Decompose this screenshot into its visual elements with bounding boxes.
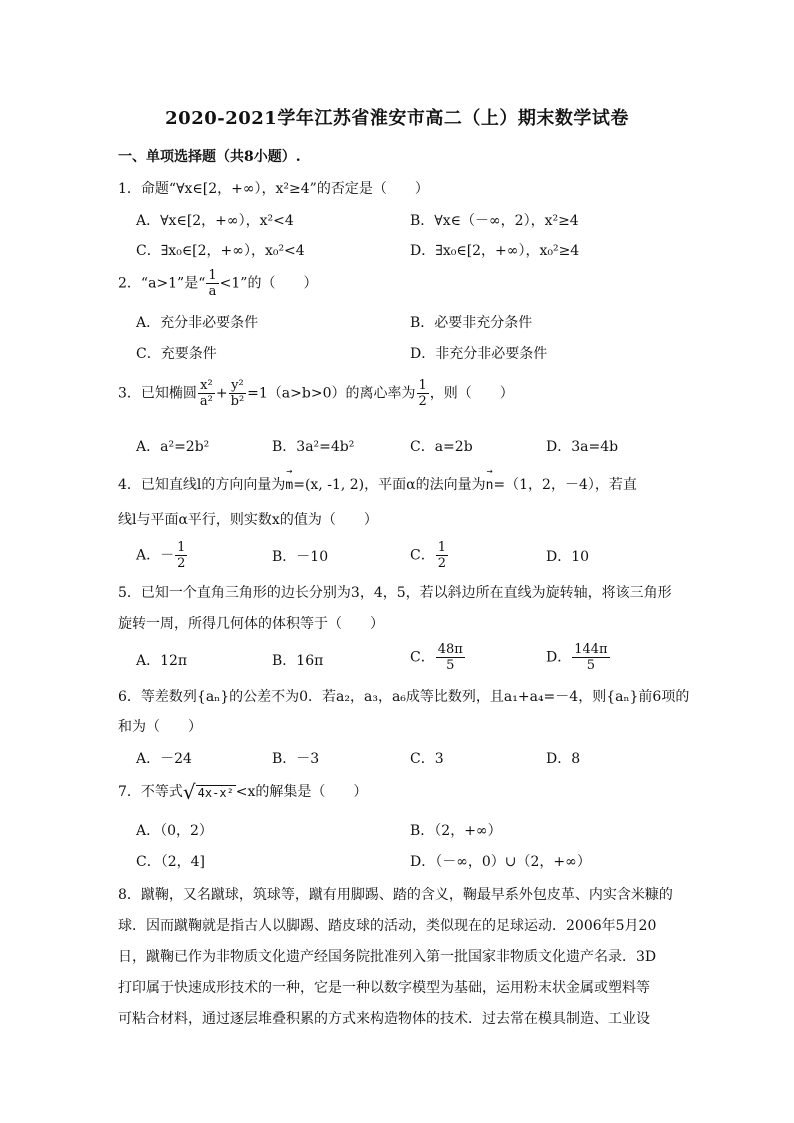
q3-frac-half-num: 1 [418, 378, 427, 393]
q2-option-d: D．非充分非必要条件 [410, 346, 548, 362]
q5-option-a: A．12π [136, 653, 188, 669]
q5-option-d-prefix: D． [546, 649, 572, 666]
q4-vector-m-label: m [285, 478, 294, 493]
q6-option-a: A．－24 [136, 751, 192, 767]
q3-stem-post: ，则（ ） [429, 385, 514, 402]
q3-fraction-half [417, 378, 429, 409]
q1-option-c: C．∃x₀∈[2，+∞），x₀²<4 [136, 243, 305, 259]
q2-stem-post: <1”的（ ） [219, 275, 318, 292]
q7-option-d: D．（－∞，0）∪（2，+∞） [410, 854, 591, 870]
q4-stem-line2: 线l与平面α平行，则实数x的值为（ ） [118, 512, 378, 528]
q8-line-1: 8．蹴鞠，又名蹴球，筑球等，蹴有用脚踢、踏的含义，鞠最早系外包皮革、内实含米糠的 [118, 887, 673, 903]
q1-option-b: B．∀x∈（－∞，2），x²≥4 [410, 213, 579, 229]
section-heading: 一、单项选择题（共8小题）. [118, 149, 301, 165]
q4-option-c-den: 2 [437, 556, 446, 571]
vector-arrow-icon: → [486, 466, 493, 477]
q5-option-d-num: 144π [574, 642, 608, 657]
q4-option-a-prefix: A．－ [136, 547, 175, 564]
q2-stem [118, 268, 317, 299]
q8-line-5: 可粘合材料，通过逐层堆叠积累的方式来构造物体的技术．过去常在模具制造、工业设 [118, 1011, 650, 1027]
vector-arrow-icon: → [286, 466, 293, 477]
q1-option-a: A．∀x∈[2，+∞），x²<4 [136, 213, 294, 229]
q6-option-b: B．－3 [272, 751, 320, 767]
q4-option-a [136, 540, 188, 571]
q4-vector-m [285, 466, 294, 493]
q4-option-a-fraction [175, 540, 187, 571]
q4-stem-part3: =（1，2，－4），若直 [493, 477, 637, 493]
q3-stem-mid: =1（a>b>0）的离心率为 [247, 385, 416, 402]
q6-option-d: D．8 [546, 751, 581, 767]
q7-option-b: B．（2，+∞） [410, 823, 502, 839]
q3-frac-half-den: 2 [418, 394, 427, 409]
q7-stem-pre: 7．不等式 [118, 784, 183, 800]
q4-option-a-num: 1 [177, 540, 186, 555]
q5-option-c-den: 5 [436, 657, 465, 673]
q8-line-4: 打印属于快速成形技术的一种，它是一种以数字模型为基础，运用粉末状金属或塑料等 [118, 980, 650, 996]
q3-stem-pre: 3．已知椭圆 [118, 385, 197, 402]
q3-fraction-x [198, 378, 215, 409]
q5-stem-line1: 5．已知一个直角三角形的边长分别为3，4，5，若以斜边所在直线为旋转轴，将该三角形 [118, 585, 672, 601]
q3-frac-y-den: b² [230, 394, 245, 409]
q5-option-c [410, 642, 466, 673]
q5-option-d-fraction [572, 642, 609, 673]
q2-option-b: B．必要非充分条件 [410, 315, 533, 331]
q4-option-c [410, 540, 449, 571]
q3-stem [118, 378, 514, 409]
q4-stem-part1: 4．已知直线l的方向向量为 [118, 477, 286, 493]
q4-stem-line1 [118, 466, 637, 494]
exam-title: 2020-2021学年江苏省淮安市高二（上）期末数学试卷 [165, 108, 629, 129]
q7-stem-post: <x的解集是（ ） [235, 784, 368, 800]
q2-option-a: A．充分非必要条件 [136, 315, 259, 331]
q1-stem: 1．命题“∀x∈[2，+∞），x²≥4”的否定是（ ） [118, 181, 429, 197]
q3-option-a: A．a²=2b² [136, 439, 210, 455]
q7-stem [118, 780, 367, 804]
q4-option-c-prefix: C． [410, 547, 435, 564]
q3-fraction-y [229, 378, 247, 409]
q3-plus: + [215, 385, 228, 402]
q5-option-c-prefix: C． [410, 649, 435, 666]
q4-option-b: B．－10 [272, 549, 329, 565]
q6-stem-line1: 6．等差数列{aₙ}的公差不为0．若a₂，a₃，a₆成等比数列，且a₁+a₄=－4，则{aₙ}前6项的 [118, 689, 690, 705]
q5-option-c-num: 48π [437, 642, 463, 657]
q2-stem-pre: 2．“a>1”是“ [118, 275, 206, 292]
q2-option-c: C．充要条件 [136, 346, 217, 362]
q4-option-c-num: 1 [437, 540, 446, 555]
q4-vector-n [485, 466, 494, 493]
q3-frac-x-den: a² [199, 394, 213, 409]
q4-stem-part2: =(x, -1, 2)，平面α的法向量为 [293, 477, 486, 493]
q3-frac-y-num: y² [231, 378, 244, 393]
q2-frac-num: 1 [208, 268, 217, 283]
q4-option-a-den: 2 [177, 556, 186, 571]
q6-option-c: C．3 [410, 751, 444, 767]
q3-frac-x-num: x² [200, 378, 213, 393]
q5-option-d [546, 642, 611, 673]
q3-option-c: C．a=2b [410, 439, 473, 455]
q8-line-3: 日，蹴鞠已作为非物质文化遗产经国务院批准列入第一批国家非物质文化遗产名录．3D [118, 949, 657, 965]
q4-vector-n-label: n [485, 478, 494, 493]
q5-option-c-fraction [436, 642, 465, 673]
q4-option-c-fraction [436, 540, 448, 571]
q7-sqrt [183, 780, 236, 804]
q5-stem-line2: 旋转一周，所得几何体的体积等于（ ） [118, 616, 384, 632]
q5-option-d-den: 5 [572, 657, 609, 673]
q1-option-d: D．∃x₀∈[2，+∞），x₀²≥4 [410, 243, 580, 259]
q7-option-c: C．（2，4] [136, 854, 205, 870]
q5-option-b: B．16π [272, 653, 324, 669]
q3-option-d: D．3a=4b [546, 439, 619, 455]
q6-stem-line2: 和为（ ） [118, 719, 202, 735]
q2-frac-den: a [206, 283, 218, 299]
q8-line-2: 球．因而蹴鞠就是指古人以脚踢、踏皮球的活动，类似现在的足球运动．2006年5月20 [118, 918, 657, 934]
q7-option-a: A．（0，2） [136, 823, 213, 839]
q4-option-d: D．10 [546, 549, 590, 565]
q3-option-b: B．3a²=4b² [272, 439, 355, 455]
q7-radicand: 4x-x² [197, 785, 234, 800]
q2-fraction [206, 268, 218, 299]
sqrt-icon: √ [182, 780, 196, 804]
